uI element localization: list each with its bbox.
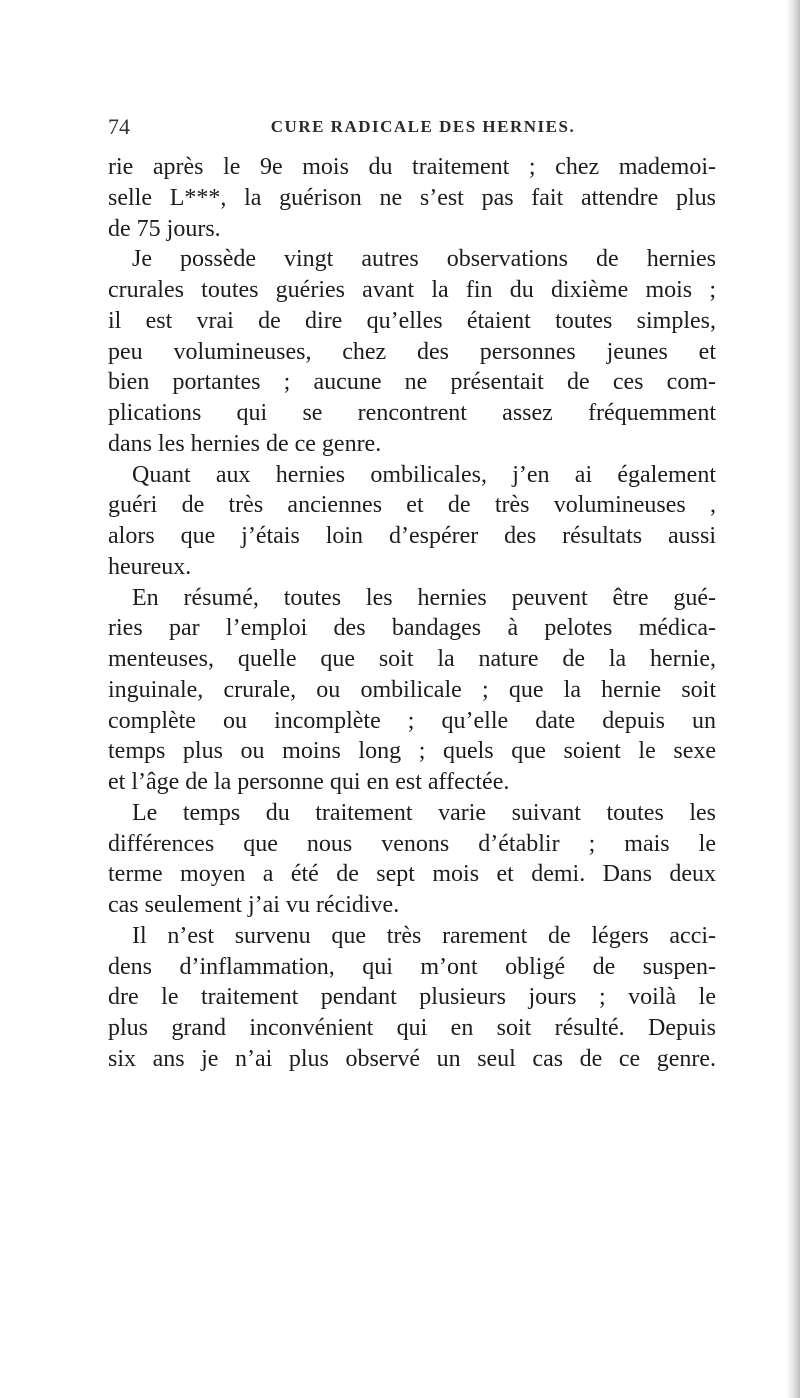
page-header: [108, 112, 718, 142]
text-line: heureux.: [108, 553, 192, 580]
text-line: crurales toutes guéries avant la fin du dixième mois ;: [108, 277, 716, 303]
page-edge-shadow: [786, 0, 800, 1398]
text-line: menteuses, quelle que soit la nature de la hernie,: [108, 646, 716, 672]
text-line: dans les hernies de ce genre.: [108, 430, 382, 457]
text-line: En résumé, toutes les hernies peuvent être gué-: [132, 584, 716, 611]
page-number: 74: [108, 114, 130, 139]
text-line: temps plus ou moins long ; quels que soient le sexe: [108, 738, 716, 765]
text-line: six ans je n’ai plus observé un seul cas de ce genre.: [108, 1045, 716, 1072]
text-line: dens d’inflammation, qui m’ont obligé de suspen-: [108, 953, 716, 980]
text-line: complète ou incomplète ; qu’elle date depuis un: [108, 707, 716, 734]
text-line: il est vrai de dire qu’elles étaient toutes simples,: [108, 307, 716, 334]
text-line: selle L***, la guérison ne s’est pas fait attendre plus: [108, 184, 716, 211]
text-line: Je possède vingt autres observations de hernies: [132, 246, 716, 273]
text-line: guéri de très anciennes et de très volumineuses ,: [108, 492, 716, 519]
text-line: Quant aux hernies ombilicales, j’en ai également: [132, 461, 716, 488]
text-line: alors que j’étais loin d’espérer des résultats aussi: [108, 523, 716, 549]
text-line: cas seulement j’ai vu récidive.: [108, 892, 400, 918]
text-line: inguinale, crurale, ou ombilicale ; que la hernie soit: [108, 676, 716, 703]
text-line: Il n’est survenu que très rarement de légers acci-: [132, 922, 716, 949]
text-line: terme moyen a été de sept mois et demi. Dans deux: [108, 861, 716, 888]
text-line: différences que nous venons d’établir ; mais le: [108, 830, 716, 857]
body-text: [108, 152, 716, 1075]
text-line: plus grand inconvénient qui en soit résulté. Depuis: [108, 1015, 716, 1041]
text-line: de 75 jours.: [108, 215, 221, 242]
text-line: et l’âge de la personne qui en est affectée.: [108, 769, 510, 795]
text-line: ries par l’emploi des bandages à pelotes médica-: [108, 615, 716, 642]
text-line: Le temps du traitement varie suivant toutes les: [132, 799, 716, 826]
text-line: plications qui se rencontrent assez fréquemment: [108, 400, 716, 426]
text-line: rie après le 9e mois du traitement ; chez mademoi-: [108, 154, 716, 180]
text-line: bien portantes ; aucune ne présentait de ces com-: [108, 369, 716, 396]
text-line: dre le traitement pendant plusieurs jours ; voilà le: [108, 984, 716, 1011]
text-line: peu volumineuses, chez des personnes jeunes et: [108, 338, 716, 365]
running-title: CURE RADICALE DES HERNIES.: [270, 117, 576, 136]
